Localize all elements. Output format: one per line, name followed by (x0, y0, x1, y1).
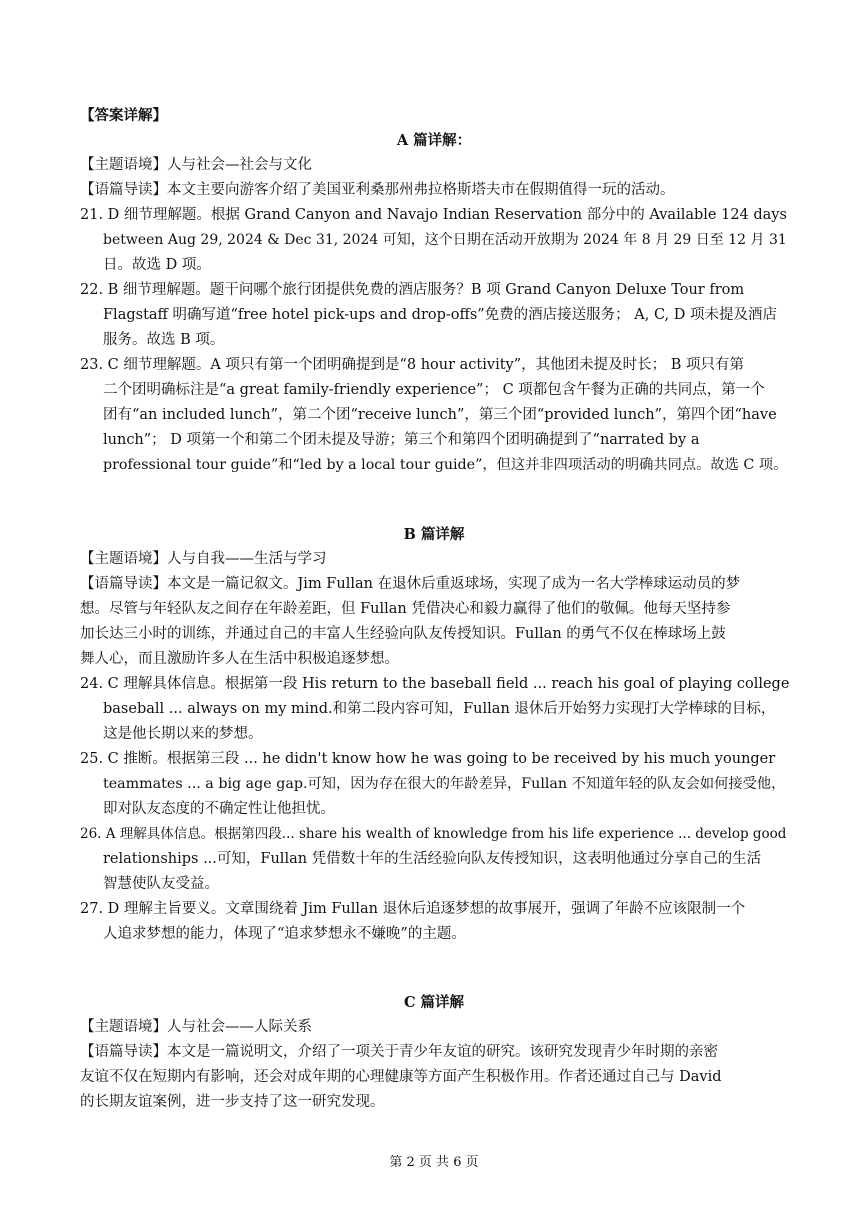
passage-c-theme: 【主题语境】人与社会——人际关系 (80, 1019, 312, 1035)
passage-b-title: B 篇详解 (403, 526, 465, 543)
question-27-line-1: 27. D 理解主旨要义。文章围绕着 Jim Fullan 退休后追逐梦想的故事展开，强调了年龄不应该限制一个 (80, 901, 746, 917)
question-23-line-2: 二个团明确标注是“a great family-friendly experience”； C 项都包含午餐为正确的共同点，第一个 (103, 382, 765, 398)
question-25-line-2: teammates ... a big age gap.可知，因为存在很大的年龄差异，Fullan 不知道年轻的队友会如何接受他， (103, 776, 786, 792)
passage-c-guide-line-2: 友谊不仅在短期内有影响，还会对成年期的心理健康等方面产生积极作用。作者还通过自己与 David (80, 1069, 722, 1085)
question-22-line-2: Flagstaff 明确写道“free hotel pick-ups and drop-offs”免费的酒店接送服务； A, C, D 项未提及酒店 (103, 307, 778, 323)
passage-b-guide-line-3: 加长达三小时的训练，并通过自己的丰富人生经验向队友传授知识。Fullan 的勇气不仅在棒球场上鼓 (80, 626, 726, 642)
page-number-footer: 第 2 页 共 6 页 (389, 1155, 479, 1170)
question-21-line-2: between Aug 29, 2024 & Dec 31, 2024 可知，这个日期在活动开放期为 2024 年 8 月 29 日至 12 月 31 (103, 232, 787, 248)
question-23-line-3: 团有“an included lunch”，第二个团“receive lunch”，第三个团“provided lunch”，第四个团“have (103, 407, 777, 423)
passage-b-guide-line-2: 想。尽管与年轻队友之间存在年龄差距，但 Fullan 凭借决心和毅力赢得了他们的敬佩。他每天坚持参 (80, 601, 731, 617)
question-24-line-1: 24. C 理解具体信息。根据第一段 His return to the baseball field ... reach his goal of playing college (80, 676, 790, 692)
question-25-line-1: 25. C 推断。根据第三段 ... he didn't know how he was going to be received by his much younger (80, 751, 776, 767)
question-21-line-3: 日。故选 D 项。 (103, 257, 211, 273)
passage-a-theme: 【主题语境】人与社会—社会与文化 (80, 157, 312, 173)
question-25-line-3: 即对队友态度的不确定性让他担忧。 (103, 801, 335, 817)
question-26-line-3: 智慧使队友受益。 (103, 876, 219, 892)
question-23-line-4: lunch”； D 项第一个和第二个团未提及导游；第三个和第四个团明确提到了“narrated by a (103, 432, 700, 448)
question-22-line-3: 服务。故选 B 项。 (103, 332, 225, 348)
passage-c-title: C 篇详解 (403, 994, 465, 1011)
passage-b-guide-line-1: 【语篇导读】本文是一篇记叙文。Jim Fullan 在退休后重返球场，实现了成为一名大学棒球运动员的梦 (80, 576, 741, 592)
question-22-line-1: 22. B 细节理解题。题干问哪个旅行团提供免费的酒店服务？B 项 Grand Canyon Deluxe Tour from (80, 282, 745, 298)
passage-a-guide: 【语篇导读】本文主要向游客介绍了美国亚利桑那州弗拉格斯塔夫市在假期值得一玩的活动。 (80, 182, 675, 198)
question-27-line-2: 人追求梦想的能力，体现了“追求梦想永不嫌晚”的主题。 (103, 926, 466, 942)
question-24-line-2: baseball ... always on my mind.和第二段内容可知，Fullan 退休后开始努力实现打大学棒球的目标， (103, 701, 776, 717)
passage-a-title: A 篇详解： (396, 132, 472, 149)
question-21-line-1: 21. D 细节理解题。根据 Grand Canyon and Navajo Indian Reservation 部分中的 Available 124 days (80, 207, 787, 223)
passage-b-theme: 【主题语境】人与自我——生活与学习 (80, 551, 327, 567)
question-26-line-1: 26. A 理解具体信息。根据第四段... share his wealth of knowledge from his life experience ... develop good (80, 826, 787, 842)
passage-b-guide-line-4: 舞人心，而且激励许多人在生活中积极追逐梦想。 (80, 651, 399, 667)
passage-c-guide-line-3: 的长期友谊案例，进一步支持了这一研究发现。 (80, 1094, 385, 1110)
question-23-line-1: 23. C 细节理解题。A 项只有第一个团明确提到是“8 hour activity”，其他团未提及时长； B 项只有第 (80, 357, 745, 373)
passage-c-guide-line-1: 【语篇导读】本文是一篇说明文，介绍了一项关于青少年友谊的研究。该研究发现青少年时期的亲密 (80, 1044, 718, 1060)
question-26-line-2: relationships ...可知，Fullan 凭借数十年的生活经验向队友传授知识，这表明他通过分享自己的生活 (103, 851, 762, 867)
answer-header: 【答案详解】 (80, 107, 167, 124)
question-23-line-5: professional tour guide”和“led by a local tour guide”，但这并非四项活动的明确共同点。故选 C 项。 (103, 457, 788, 473)
question-24-line-3: 这是他长期以来的梦想。 (103, 726, 263, 742)
